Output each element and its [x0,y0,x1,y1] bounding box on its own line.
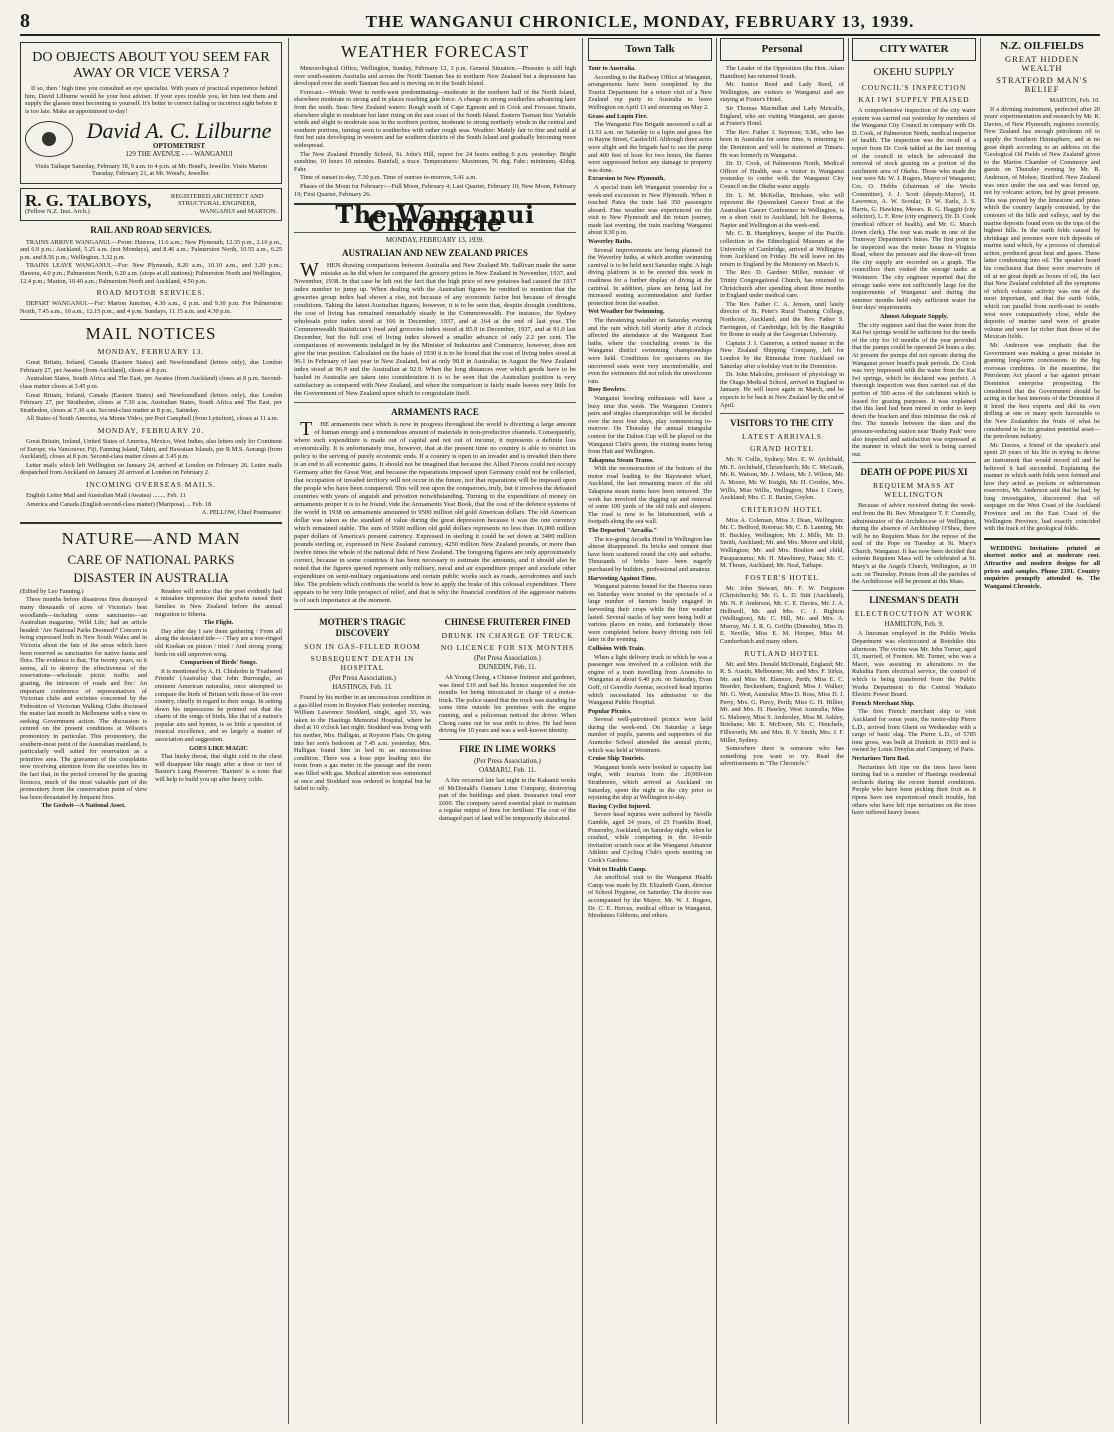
weather-paragraph: Time of sunset to-day, 7.30 p.m. Time of sunrise to-morrow, 5.41 a.m. [300,174,477,182]
town-talk-list [588,65,712,920]
item-body: An unofficial visit to the Wanganui Health Camp was made by Dr. Elizabeth Gunn, director of School Hygiene, on Saturday. The doctor was accompanied by the Mayor, Mr. W. J. Rogers, Dr. C. E. Hercus, medical officer in Wanganui, Mesdames Gibbons, and others. [588,874,712,920]
column-left [20,38,282,1424]
column-rule [288,38,289,1424]
item-heading: Cruise Ship Tourists. [588,755,645,763]
item-body: Several well-patronised picnics were held during the week-end. On Saturday a large number of pupils, parents and supporters of the Aramoho School attended the annual picnic, which was held at Westmere. [588,716,712,754]
ad-body: If so, then ' high time you consulted an eye specialist. With years of practical experience behind him, David Lilburne would be your best adviser. If your eyes trouble you, let him test them and supply the glasses most becoming to yourself. It's better to correct failing or incorrect sight before it is too late. Make an appointment to-day! [25,85,277,115]
article-fruiterer [439,614,576,824]
masthead [20,8,1100,36]
item-body: A special train left Wanganui yesterday for a week-end excursion to New Plymouth. When it reached Patea the train had 350 passengers aboard. Fine weather was experienced on the visit to New Plymouth and the return journey, made last evening, the train reaching Wanganui about 9.30 p.m. [588,183,712,237]
item-body: Mr. C. B. Humphreys, keeper of the Pacific collection in the Ethnological Museum at the University of Cambridge, arrived at Wellington from Auckland on Friday. He will leave on his return to England by the Monterey on March 6. [720,230,844,268]
hotel-heading: CRITERION HOTEL [741,504,823,514]
linesman-subhead: ELECTROCUTION AT WORK [854,608,974,618]
item-body: The Rev. Father C. A. Jensen, until lately director of St. Peter's Rural Training College, Northcote, Auckland, and the Rev. Father S. Farrington, of Cambridge, left by the Rangitiki for Rome to study at the Gregorian University. [720,300,844,339]
item-body: The Wanganui Fire Brigade answered a call at 11.51 a.m. on Saturday to a lupin and grass fire in Rayne Street, Castlecliff. Although three acres were alight and the brigade had to use the pump and 400 feet of hose for two hours, the flames were suppressed before any damage to property was done. [588,121,712,174]
personal-closing: Somewhere there is someone who has something you want to try. Read the advertisements in "The Chronicle." [720,745,844,768]
mother-heading: MOTHER'S TRAGIC DISCOVERY [319,616,406,638]
pope-subhead: REQUIEM MASS AT WELLINGTON [872,481,956,500]
editorial-1-heading: AUSTRALIAN AND NEW ZEALAND PRICES [342,247,528,258]
fruiterer-body: Ah Young Chong, a Chinese fruiterer and gardener, was fined £10 and had his licence suspended for six months for being intoxicated in charge of a motor-truck. The police stated that the truck was standing for some time outside his premises with the engine running, and a policeman noticed the driver. When Chong came out he was unfit to drive. He had been driving for 10 years and was a well-known identity. [439,674,576,735]
visitors-heading: VISITORS TO THE CITY [730,418,834,429]
masthead-title: THE WANGANUI CHRONICLE, MONDAY, FEBRUARY 13, 1939. [365,12,915,31]
magic-heading: GOES LIKE MAGIC [189,744,248,752]
wedding-ad: WEDDING Invitations printed at shortest notice and at moderate cost. Attractive and modern designs for all prices and samples. Phone 2191. Country enquiries promptly attended to. The Wanganui Chronicle. [984,544,1100,590]
architect-place: WANGANUI and MARTON. [199,207,277,215]
item-heading: Harvesting Against Time. [588,574,657,582]
arrivals-heading: LATEST ARRIVALS [742,432,822,442]
dateline: HAMILTON, Feb. 9. [884,619,944,628]
item-body: Several improvements are being planned for the Waverley baths, at which another swimming carnival is to be held next Saturday night. A high diving platform is to be erected this week in readiness for a further display of diving at the carnival. In addition, plans are being laid for increased seating accommodation and further protection from the weather. [588,246,712,307]
item-heading: Waverley Baths. [588,238,633,246]
item-body: Wanganui bowling enthusiasts will have a busy time this week. The Wanganui Centre's pairs and singles championships will be decided over the next four days, play commencing to-morrow. On Thursday the annual triangular contest for the Dalton Cup will be played on the Wanganui Club's green, the visiting teams being from Hutt and Wellington. [588,394,712,456]
mother-subhead: SON IN GAS-FILLED ROOM [304,641,421,651]
personal-list [720,65,844,409]
mother-body: Found by his mother in an unconscious condition in a gas-filled room in Royston Flats yesterday morning, William Lawrence Stoddard, single, aged 33, was taken to the Hastings Memorial Hospital, where he died at 10 o'clock last night. Stoddard was living with his mother, Mrs. Halligan, at Royston Flats. On going into her son's bedroom at 7.45 a.m. yesterday, Mrs. Halligan found him in bed in an unconscious condition. There was a hose pipe leading into the room from a gas meter in the passage and the room was filled with gas. Medical attention was summoned at once and Stoddard was ordered to hospital but he failed to rally. [294,694,431,793]
oil-heading: N.Z. OILFIELDS [1000,40,1084,52]
ad-architect [20,188,282,221]
item-heading: Takapuna Steam Trams. [588,456,654,464]
nameplate: The Wanganui Chronicle [335,200,535,237]
item-heading: The Departed "Arcadia." [588,527,657,535]
editorial-2-heading: ARMAMENTS RACE [391,406,479,417]
item-body: Captain J. I. Cameron, a retired master in the New Zealand Shipping Company, left for London by the Rimutaka from Auckland on Saturday after a holiday visit to the Dominion. [720,339,844,370]
nature-byline: (Edited by Leo Fanning.) [20,587,84,595]
item-body: Dr. John Malcolm, professor of physiology in the Otago Medical School, arrived in England in January. He will leave again in March, and he expects to be back in New Zealand by the end of April. [720,371,844,409]
road-body: DEPART WANGANUI.—For: Marton Junction, 4.30 a.m., 6 p.m. and 9.30 p.m. For Palmerston North, 7.45 a.m., 10 a.m., 12.15 p.m., and 4 p.m. Sundays, 11.15 a.m. and 4.30 p.m. [20,300,282,315]
hotel-guests: Miss A. Coleman, Miss J. Dean, Wellington; Mr. C. Bedford, Rotorua; Mr. C. B. Lanning, Mr. H. Buckley, Wellington; Mr. J. Mills, Mr. D. Smith, Auckland; Mr. and Mrs. Moore and child, Wellington; Mr. and Mrs. Boulton and child, Paraparaumu; Mr. H. Mawhiney, Patea; Mr. C. M. Thrum, Auckland; Mr. Neal, Taihape. [720,516,844,570]
mail-date-2: MONDAY, FEBRUARY 20. [97,426,205,436]
hotel-heading: FOSTER'S HOTEL [745,572,819,582]
adequate-body: The city engineer said that the water from the Kai Iwi springs would be sufficient for the needs of the city for 10 months of the year provided that the pumps could be operated 24 hours a day. At present the pumps did not operate during the Wanganui power board's peak periods. Dr. Cook was very impressed with the water from the Kai Iwi springs, which he declared was perfect. A thorough inspection was then carried out of the portion of 500 acres of the catchment which is leased for grazing purposes. It was explained that this land had been mined in order to keep down the bracken and thus minimise the risk of fire. The tunnels between the dam and the pressure-reducing station near 'Bushy Park' were also inspected and satisfaction was expressed at the manner in which the work is being carried out. [852,321,976,458]
item-heading: Wet Weather for Swimming. [588,308,665,316]
rail-arrive: TRAINS ARRIVE WANGANUI.—From: Hawera, 11.6 a.m.; New Plymouth, 12.35 p.m., 2.16 p.m., and 6.9 p.m.; Auckland, 5.25 a.m. (not Mondays), and 8.46 a.m.; Palmerston North, 10.55 a.m., 6.25 p.m. and 8.56 p.m.; Wellington, 3.32 p.m. [20,238,282,261]
lime-body: A fire occurred late last night in the Kakanui works of McDonald's Oamaru Lime Company, destroying part of the buildings and plant. Insurance total over £600. The company saved essential plant to maintain a regular output of lime for fertiliser. The cost of the damaged part of land will be temporarily dislocated. [439,777,576,822]
water-subhead-1: OKEHU SUPPLY [873,66,955,78]
water-heading: CITY WATER [879,43,949,55]
architect-titles: REGISTERED ARCHITECT AND STRUCTURAL ENGINEER, [170,192,264,208]
mail-heading: MAIL NOTICES [85,324,217,344]
mail-paragraph: Australian States, South Africa and The East, per Awatea (from Auckland) closes at 8 p.m. Second-class matter closes at 3.45 p.m. [20,375,282,391]
column-oilfields [984,38,1100,1424]
weather-paragraph: Forecast.—Winds: West to north-west predominating—moderate in the northern half of the North Island, elsewhere moderate to strong and in places reaching gale force. A change to strong southerlies advancing later from the south. Seas: New Zealand waters: Rough south of Cape Egmont and in Cook and Foveaux Straits, elsewhere slight to moderate but later rising on the east coast of the South Island. Eastern Tasman Sea: Variable winds and slight to moderate seas in the northern portion, moderate to strong northerly winds in the central and southern portions, turning soon to southerlies with rather rough seas. Weather: Mainly fair to fine and mild at first but rain developing in western and far southern districts of the South Island and gradually becoming more widespread. [294,88,576,149]
lime-heading: FIRE IN LIME WORKS [459,743,556,754]
hotel-heading: GRAND HOTEL [749,444,815,454]
road-heading: ROAD MOTOR SERVICES. [96,288,206,298]
oil-body-2: Mr. Anderson was emphatic that the Government was making a great mistake in granting long-term concessions to the big overseas combines. In the meantime, the Petroleum Act placed a bar against private Dominion enterprise prospecting. He considered that the Government should be acting in the best interests of the Dominion if it hired the best experts and did its own drilling at one or many spots favourable to the New Zealanders the fruits of what he considered to be its greatest potential asset—the petroleum industry. [984,342,1100,441]
item-body: The ice-going Arcadia Hotel in Wellington has almost disappeared. Its bricks and cement dust have been scattered round the city and suburbs. Thousands of bricks have been eagerly purchased by builders, professional and amateur. [588,535,712,573]
nectarines-body: Nectarines left ripe on the trees have been turning bad in a number of Hastings residential orchards during the recent humid conditions. People who have been picking their fruit as it ripens have not experienced much trouble, but others who have left ripe nectarines on the trees have suffered heavy losses. [852,763,976,817]
flight-poem: Day after day I saw them gathering / From all along the desolated tide— / They are a tree-ringed old Kookan on pinion / tried / And strong young birds on still unproven wing. [155,627,282,658]
songs-heading: Comparison of Birds' Songs. [180,659,257,667]
nature-text-left: Three months before disastrous fires destroyed many thousands of acres of Victoria's best woodlands—including some sanctuaries—an Australian magazine, 'Wild Life,' had an article headed: 'Are National Parks Doomed?' Concern is being expressed both in New South Wales and in Victoria about the fate of the areas which have been reserved as sanctuaries for native fauna and flora. The evidence is that, 'For twenty years, so it seems, all to destroy the effectiveness of the reservations—wholesale picnic traffic and grazing, the intrusion of roads and fire.' An important conference of representatives of Victorian clubs and societies concerned by the Federation of Victorian Walking Clubs discussed the matter last month in Melbourne with a view to seeking Government action. The discussion is centred on the present conditions at Wilson's promontory in particular. This promontory, the southern-most point of the Australian mainland, is particularly well suited for reservation as a primitive area. The gravamen of the complaints now receiving attention from the societies lies in the fact that, in the period covered by the grazing licences, much of the most valuable part of the promontory from the conservation point of view has been devastated by frequent fires. [20,596,147,801]
column-rule [582,38,583,1424]
column-editorial [294,38,576,1424]
item-body: Dr. L. M. McKellar, Brisbane, who will represent the Queensland Cancer Trust at the Australian Cancer Conference in Wellington, is on a short visit to Auckland, left for Rotorua, Napier and Wellington at the week-end. [720,191,844,229]
column-personal [720,38,844,1424]
press-credit: (Per Press Association.) [474,653,541,662]
weather-paragraph: Meteorological Office, Wellington, Sunday, February 12, 3 p.m. General Situation.—Pressure is still high over south-eastern Australia and across the North Tasman Sea to northern New Zealand but a depression has developed over the south Tasman Sea and is moving on to the South Island. [294,65,576,88]
mail-date-1: MONDAY, FEBRUARY 13. [97,347,205,357]
item-heading: Busy Bowlers. [588,386,627,394]
weather-paragraph: Phases of the Moon for February:—Full Moon, February 4; Last Quarter, February 10; New Moon, February 19; First Quarter, February 26. [294,182,576,198]
water-subhead-3: KAI IWI SUPPLY PRAISED [858,95,970,104]
linesman-body: A linesman employed in the Public Works Department was electrocuted at Rotohiko this afternoon. The victim was Mr. John Turner, aged 33, married, of Frenton. Mr. Turner, who was a Maori, was assisting in alterations to the Rukuhia Farm electrical service, the control of which is being transferred from the Public Works Department to the Central Waikato Electric Power Board. [852,630,976,699]
item-heading: Visit to Health Camp. [588,865,647,873]
ad-visits: Visits Taihape Saturday, February 18, 9 a.m. to 4 p.m. at Mr. Bond's, Jeweller. Visits Marton Tuesday, February 21, at Mr. Wood's, Jeweller. [34,162,268,178]
fruiterer-subhead: NO LICENCE FOR SIX MONTHS [440,642,575,652]
incoming-item: America and Canada (English second-class matter) (Mariposa) ... Feb. 18 [26,500,212,508]
item-heading: Collision With Train. [588,644,645,652]
oil-subhead-2: STRATFORD MAN'S BELIEF [996,75,1088,94]
editorial-date: MONDAY, FEBRUARY 13, 1939. [385,236,485,245]
rail-heading: RAIL AND ROAD SERVICES. [90,224,212,235]
column-rule [848,38,849,1424]
godwit-heading: The Godwit—A National Asset. [41,802,126,810]
water-subhead-2: COUNCIL'S INSPECTION [861,83,967,92]
item-body: According to the Railway Office at Wanganui, arrangements have been completed by the Tourist Department for a return visit of a New Zealand rep party to Australia to leave Wellington on April 13 and returning on May 2. [588,73,712,111]
item-body: The Rev. D. Gardner Miller, minister of Trinity Congregational Church, has returned to Christchurch after spending about three months in England under medical care. [720,269,844,300]
item-body: With the reconstruction of the bottom of the motor road leading to the Bayswater wharf, Auckland, the last remaining traces of the old Takapuna steam trams have been removed. The work has involved the digging up and removal of some 100 yards of the old rails and sleepers. The road is now to be bitumenised, with a footpath along the sea wall. [588,465,712,526]
weather-paragraph: The New Zealand Friendly School, St. John's Hill, report for 24 hours ending 6 p.m. yesterday: Bright sunshine, 10 hours 10 minutes. Rainfall, a trace. Temperatures: Maximum, 76 deg. Fahr.; minimum, 42deg. Fahr. [294,150,576,173]
ad-role: OPTOMETRIST [153,142,205,151]
nature-subhead-2: DISASTER IN AUSTRALIA [73,569,229,585]
linesman-heading: LINESMAN'S DEATH [869,594,959,605]
item-heading: Racing Cyclist Injured. [588,802,651,810]
mail-paragraph: Great Britain, Ireland, United States of America, Mexico, West Indies, also letters only for Continent of Europe, via Vancouver, Fiji, Fanning Island, Tahiti, and Hawaiian Islands, per R.M.S. Aorangi (from Auckland), closes at 8 p.m. Second-class matter closes at 3.45 p.m. [20,438,282,461]
mail-signature: A. PELLOW, Chief Postmaster. [201,509,282,517]
mother-subhead: SUBSEQUENT DEATH IN HOSPITAL [310,653,415,672]
incoming-item: English Letter Mail and Australian Mail (Awatea) ........ Feb. 11 [26,492,186,499]
pope-heading: DEATH OF POPE PIUS XI [860,467,968,478]
mail-paragraph: Great Britain, Ireland, Canada (Eastern States) and Newfoundland (letters only), due London February 27, per Awatea (from Auckland), closes at 8 p.m. [20,359,282,374]
nature-text-right: Readers will notice that the poet evidently had a mistaken impression that godwits raised their families in New Zealand before the annual migration to Siberia. [155,587,282,618]
architect-name: R. G. TALBOYS, [25,190,152,210]
column-city-water [852,38,976,1424]
nature-subhead-1: CARE OF NATIONAL PARKS [67,551,235,567]
item-heading: Popular Picnics. [588,707,632,715]
dateline: DUNEDIN, Feb. 11. [478,663,537,672]
ad-address: 129 THE AVENUE - - - WANGANUI [125,149,233,158]
hotel-heading: RUTLAND HOTEL [744,648,820,658]
magic-text: That husky throat, that slight cold in the chest will disappear like magic after a dose or two of Baxter's Lung Preserver. 'Baxters' is a tonic that will help to build you up after heavy colds. [155,753,282,784]
town-talk-heading: Town Talk [625,43,675,55]
rail-leave: TRAINS LEAVE WANGANUI.—For: New Plymouth, 8.20 a.m., 10.10 a.m., and 3.20 p.m.; Hawera, 4.0 p.m.; Palmerston North, 6.20 a.m. (stops at all stations); Palmerston North and Wellington, 12.4 p.m.; Marton, 10.40 a.m.; Palmerston North and Auckland, 4.50 p.m. [20,262,282,285]
hotel-guests: Mr. John Stewart, Mr. F. W. Ferguson (Christchurch); Mr. G. L. D. Stitt (Auckland), Mr. N. P. Anderson, Mr. C. E. Davies, Mr. J. A. Helliwell, Mr. and Mrs. C. J. Righton (Wellington), Mr. C. Hill, Mr. and Mrs. A. Murray, Mr. J. R. G. Griffin (Dunedin), Miss D. E. Neville, Miss E. M. Hooper, Miss M. Cumberbatch and many others. [720,584,844,645]
french-heading: French Merchant Ship. [852,699,915,707]
item-body: Wanganui patrons bound for the Hawera races on Saturday were treated to the spectacle of a large number of farmers busily engaged in harvesting their crops while the fine weather lasted. Several stacks of hay were being built at various places en route, and fortunately those were completed before heavy driving rain fell later in the evening. [588,583,712,644]
oil-subhead-1: GREAT HIDDEN WEALTH [1005,54,1079,73]
french-body: The first French merchant ship to visit Auckland for some years, the motor-ship Pierre L.D., arrived from Ghent on Wednesday with a cargo of basic slag. The Pierre L.D., of 5785 tons gross, was built at Dunkirk in 1933 and is owned by Louis Dreyfus and Company, of Paris. [852,708,976,754]
hotel-guests: Mr. and Mrs. Donald McDonald, England; Mr. R. S. Austin, Melbourne; Mr. and Mrs. F. Sirkis, Mr. and Miss M. Elsmore, Perth; Miss E. C. Bearder, Beckenham, England; Miss J. Walker, Mr. G. West, Australia; Miss D. Ross, Miss D. J. Perry, Mrs. G. Percy, Perth; Miss G. H. Hillier, Mr. and Mrs. H. Hawley, West Australia; Miss G. Maloney, Miss S. Andersley, Miss M. Ashley, Brisbane; Mr. E. McEwen, Mr. C. Heuchele, Fillsworth; Mr. and Mrs. R. V. Smith, Mrs. J. F. Miller, Sydney. [720,660,844,744]
item-body: Severe head injuries were suffered by Neville Gamble, aged 24 years, of 25 Franklin Road, Ponsonby, Auckland, on Saturday night, when he crashed, while competing in the 10-mile invitation scratch race at the Wanganui Amateur Athletic and Cycling Club's sports meeting on Cook's Gardens. [588,811,712,864]
oil-body-3: Mr. Davies, a friend of the speaker's and spent 20 years of his life in trying to devise an instrument that would record oil and he believed it had succeeded. Explaining the manner in which earth folds were formed and how they acted as pockets or subterranean reservoirs, Mr. Anderson said that he had, by long investigation, discovered that oil seepages on the West Coast of the Auckland Province and on the East Coast of the Wellington Province, had exactly coincided with the track of the geological folds. [984,441,1100,533]
item-body: The Rev. Father J. Seymour, S.M., who has been in Australia for some time, is returning to the Dominion and will be stationed at Timaru. He was formerly in Wanganui. [720,128,844,159]
item-heading: Tour to Australia. [588,65,636,72]
pope-body: Because of advice received during the week-end from the Rt. Rev. Monsignor T. F. Connolly, administrator of the Archdiocese of Wellington, during the absence of Archbishop O'Shea, there will be no Requiem Mass for the repose of the soul of the Pope on Tuesday at St. Mary's Church, Wanganui. It has now been decided that solemn Requiem Mass will be celebrated at St. Mary's at the Angels Church, Wellington, at 10 a.m. on Thursday. Priests from all the parishes of the Archdiocese will be present at this Mass. [852,502,976,586]
mail-paragraph: Great Britain, Ireland, Canada (Eastern States) and Newfoundland (letters only), due London February 27, per Strathedon, closes at 7.30 a.m. Australian States, South Africa and The East, per Strathedon, closes at 7.30 a.m. Second-class matter at 8 p.m., Saturday. [20,391,282,414]
weather-heading: WEATHER FORECAST [340,42,530,61]
incoming-heading: INCOMING OVERSEAS MAILS. [85,480,217,489]
column-town-talk [588,38,712,1424]
hotel-guests: Mr. N. Collis, Sydney; Mrs. E. W. Archibald, Mr. E. Archibald, Christchurch; Mr. C. McGrath, Mr. K. Watson, Mr. J. Wilson, Mr. J. Wilson, Mr. A. Moore, Mr. W. Knight, Mr. H. Crosbie, Mrs. Willis, Miss Willis, Wellington; Miss J. Coery, Auckland; Mrs. C. E. Baxter, Ceylon. [720,456,844,502]
dateline: HASTINGS, Feb. 11. [332,683,393,692]
ad-optometrist [20,42,282,184]
item-body: Mr. Justice Reed and Lady Reed, of Wellington, are visitors to Wanganui and are staying at Foster's Hotel. [720,81,844,104]
dateline: MARTON, Feb. 10. [1049,97,1100,104]
ad-name: David A. C. Lilburne [86,118,272,144]
flight-heading: The Flight. [203,619,234,627]
press-credit: (Per Press Association.) [329,673,396,682]
mail-paragraph: All States of South America, via Monte Video, per Port Campbell (from Lyttelton), closes at 11 a.m. [26,415,279,423]
page-number: 8 [20,10,30,32]
item-body: The threatening weather on Saturday evening and the rain which fell shortly after 8 o'clock affected the attendance at the Wanganui East baths, where the concluding events in the Wanganui district swimming championships were held. Conditions for spectators on the uncovered seats were very uncomfortable, and even the swimmers did not relish the unwelcome rain. [588,317,712,385]
article-mother [294,614,431,824]
ad-headline: DO OBJECTS ABOUT YOU SEEM FAR AWAY OR VICE VERSA ? [32,50,270,81]
item-body: When a light delivery truck in which he was a passenger was involved in a collision with the engine of a train travelling from Aramoho to Wanganui at about 6.40 p.m. on Saturday, Evan Goff, of Gonville Avenue, received head injuries which necessitated his admission to the Wanganui Public Hospital. [588,653,712,707]
water-body: A comprehensive inspection of the city water system was carried out yesterday by members of the Wanganui City Council in company with Dr. D. Cook, of Palmerston North, medical inspector of health. The inspection was the result of a report from Dr. Cook tabled at the last meeting of the council in which he advocated the removal of stock grazing on a portion of the catchment area of Okehu. Those who made the tour were Mr. W. J. Rogers, Mayor of Wanganui; Crs. O. Hobbs (chairman of the Works Committee), J. J. Scott (deputy-Mayor), H. Lawrence, A. W. Scoular, D. W. Earle, J. S. Harris, G. Hawkins, Messrs. R. G. Haggitt (city solicitor), L. F. Row (city engineer), Dr. D. Cook (medical officer of health), and Mr. G. Murch (town clerk). The tour was made in one of the Tramway Department's buses. The first point to be inspected was the meter house in Virginia Road, where the pressure and the draw-off from the city supply are recorded on a graph. The councillors then visited the storage tanks at Westmere. The city engineer reported that the storage tanks were not sufficiently large for the requirements of Wanganui and during the summer months held only sufficient water for four days' requirements. [852,107,976,312]
press-credit: (Per Press Association.) [474,756,541,765]
item-body: The Leader of the Opposition (the Hon. Adam Hamilton) has returned South. [720,65,844,80]
nectarines-heading: Nectarines Turn Bad. [852,754,910,762]
item-heading: Excursion to New Plymouth. [588,175,665,183]
architect-fellow: (Fellow N.Z. Inst. Arch.) [25,207,90,215]
editorial-1-body: WHEN drawing comparisons between Australia and New Zealand Mr. Sullivan made the same mistake as he did when he compared the grocery prices in New Zealand in November, 1937, and November, 1938. In that case he left out the fact that the high price of new potatoes had caused the 1937 index number to jump up. When dealing with the Australian figures he omitted to mention that the groceries group index had shown a rise, not because of any economic factor but because of drought conditions. Taking the latest Australian figures, however, it is to be seen that, despite drought conditions, the cost of living has remained remarkably steady in the Commonwealth. For instance, the Sydney wholesale price index stood at 166 in December, 1937, and at 164 at the end of last year. The Commonwealth Statistician's food and groceries index stood at 85.9 in December, 1937, and at 91.0 last December, but the full cost of living index showed a smaller advance of only 2.2 per cent. The comparisons of movements indulged in by the Minister of Industries and Commerce, however, does not give the true position. Calculated on the basis of 1930 it is to be found that the cost of living index stood at 96.1 in February of last year in New Zealand, but at only 90.8 in Australia; in August the New Zealand index stood at 96.9 and the Australian at 92.9. When the long distances over which goods have to be hauled in Australia are taken into consideration it is to be seen that the Australian position is very satisfactory as compared with New Zealand, and when the comparison is fairly made leaves very little for the Government of New Zealand upon which to congratulate itself. [294,258,576,397]
fruiterer-heading: CHINESE FRUITERER FINED [444,616,571,627]
nature-heading: NATURE—AND MAN [61,528,241,548]
dateline: OAMARU, Feb. 11. [478,766,537,775]
personal-heading: Personal [761,43,803,55]
editorial-2-body: THE armaments race which is now in progress throughout the world is diverting a large amount of human energy and a tremendous amount of materials in non-productive channels. Consequently, where such expenditure is made out of capital and not out of income, it represents a definite loss economically. It is unfortunately true, however, that at the present time no country is able to restrict its policy to the serving of purely economic ends. If a country is open to an invader and is invaded then there is an end to all economic gains. It should not be imagined that because the Allied Forces could not occupy Germany after the Great War, and because the reparations imposed upon Germany could not be collected, that occupation of invaded territory will not occur in the future, nor that reparations will be imposed upon the people who have been conquered. This will rest upon the conquerors, truly, but it involves the defeated countries with years of anguish and privation notwithstanding. Turning to the expenditure of money on armaments proper it is to be found, vide the Armaments Year Book, that the cost of the defence systems of the world in 1938 on armaments amounted to 9500 million old gold American dollars. The old American dollar was taken as the standard of value during the great depression because it was the one currency which remained stable. The sum of 9500 million old gold dollars represents no less than 16,000 million paper dollars of America's present currency. Expressed in sterling it could be set down at 3400 million pounds sterling or, expressed in New Zealand currency, 4250 million New Zealand pounds, or more than twelve times the whole of the national debt of New Zealand. The foregoing figures are only approximately correct, because in some countries it has been necessary to estimate the amounts, and it should also be noted that the figures quoted represent only military, naval and air expenditure proper and exclude other expenditure on semi-military organisations and certain public works such as roads, aerodromes and such like. The problem which confronts the world is how to apply the brake of this colossal expenditure. There appears to be very little prospect of relief, and that is why the financial condition of the aggressor nations is of such importance at the moment. [294,417,576,604]
column-rule [980,38,981,1424]
item-body: Sir Thomas Macmillan and Lady Metcalfe, England, who are visiting Wanganui, are guests at Foster's Hotel. [720,104,844,128]
oil-body: If a divining instrument, perfected after 20 years' experimentation and research by Mr. R. Davies, of New Plymouth, registers correctly, New Zealand has enough petroleum oil to supply the Southern Hemisphere, and at no great depth according to an address on the 'Geological Oil Fields of New Zealand' given to the Marton Chamber of Commerce and guests on Thursday evening by Mr. R. Anderson, of Mohoe, Stratford. New Zealand was once under the sea and was forced up, not by volcanic action, but by great pressure. This was proved by the limestone and pines which the country largely consisted, by the contours of the hills and valleys, and by the marine deposits found even on the tops of the highest hills. In the earth folds caused by shrinkage and pressure were rich deposits of marine sand which, by a process of chemical action, produced great heat and gases. These latter condensing into oil. The speaker heard his conclusion that there were reservoirs of oil at no great depth as boxes of oil, the fact that New Zealand exhibited all the symptoms of which volcanic activity was one of the most important, and that the earth folds, which ran parallel from north-east to south-west were comparatively close, while the deposits of marine sand were of greater volume and were far richer than those of the Mexican fields. [984,105,1100,341]
adequate-heading: Almost Adequate Supply. [879,313,949,321]
column-rule [716,38,717,1424]
item-body: Dr. D. Cook, of Palmerston North, Medical Officer of Health, was a visitor to Wanganui yesterday to confer with the Wanganui City Council on the Okehu water supply. [720,160,844,190]
mail-paragraph: Letter mails which left Wellington on January 24, arrived at London on February 26. Letter mails despatched from Auckland on January 20 arrived at London on February 2. [20,461,282,477]
item-body: Wanganui hotels were booked to capacity last night, with tourists from the 20,000-ton Strathmore, which arrived at Auckland on Saturday, spent the night in the city prior to rejoining the ship at Wellington to-day. [588,763,712,802]
songs-text: It is mentioned by A. H. Chisholm in 'Feathered Friends' (Australia) that John Burroughs, an eminent American naturalist, once attempted to compare the birds of Britain with those of his own country, chiefly in regard to their songs. In setting down his impressions he pointed out that the charm of the songs of birds, like that of a nation's popular airs and hymns, is so little a question of musical excellence, and so largely a matter of association and suggestion. [155,667,282,744]
item-heading: Grass and Lupin Fire. [588,112,648,120]
fruiterer-subhead: DRUNK IN CHARGE OF TRUCK [441,630,574,640]
eye-icon [25,121,73,157]
